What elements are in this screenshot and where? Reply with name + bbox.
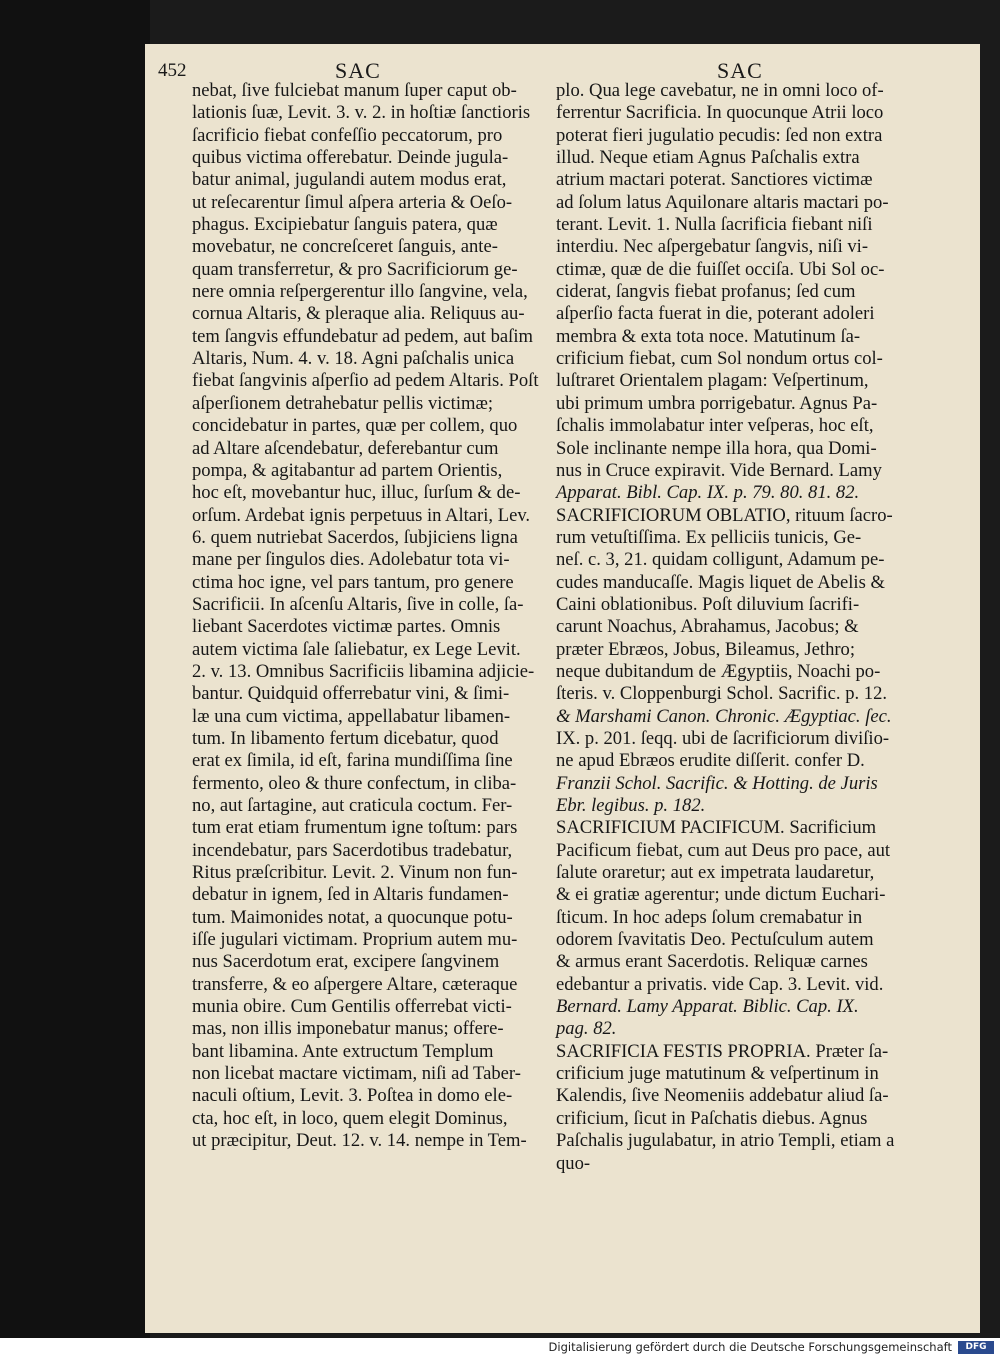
text-line: fiebat ſangvinis aſperſio ad pedem Altaris. Poſt bbox=[192, 370, 539, 392]
right-running-header: SAC bbox=[717, 58, 763, 83]
text-line: autem victima ſale ſaliebatur, ex Lege Levit. bbox=[192, 638, 521, 660]
text-line: mane per ſingulos dies. Adolebatur tota vi- bbox=[192, 549, 510, 571]
text-line: mas, non illis imponebatur manus; offere- bbox=[192, 1018, 504, 1040]
text-line: Ebr. legibus. p. 182. bbox=[556, 795, 706, 816]
text-line: hoc eſt, movebantur huc, illuc, ſurſum & de- bbox=[192, 482, 521, 504]
text-line: odorem ſvavitatis Deo. Pectuſculum autem bbox=[556, 929, 874, 951]
page-number: 452 bbox=[158, 60, 187, 81]
text-line: ubi primum umbra porrigebatur. Agnus Pa- bbox=[556, 392, 878, 414]
text-line: ad ſolum latus Aquilonare altaris mactari po- bbox=[556, 191, 889, 213]
text-line: poterat fieri jugulatio pecudis: ſed non extra bbox=[556, 124, 883, 146]
scan-background-strip bbox=[0, 0, 150, 1340]
text-line: Paſchalis jugulabatur, in atrio Templi, etiam a bbox=[556, 1130, 895, 1152]
text-line: bant libamina. Ante extructum Templum bbox=[192, 1040, 494, 1062]
text-line: tum. Maimonides notat, a quocunque potu- bbox=[192, 906, 513, 928]
text-line: quibus victima offerebatur. Deinde jugula- bbox=[192, 147, 509, 169]
text-line: pompa, & agitabantur ad partem Orientis, bbox=[192, 459, 503, 481]
left-running-header: SAC bbox=[335, 58, 381, 83]
text-line: ut præcipitur, Deut. 12. v. 14. nempe in Tem- bbox=[192, 1130, 527, 1152]
text-line: SACRIFICIORUM OBLATIO, rituum ſacro- bbox=[556, 504, 893, 526]
text-line: plo. Qua lege cavebatur, ne in omni loco of- bbox=[556, 80, 884, 101]
footer-credit: Digitalisierung gefördert durch die Deutsche Forschungsgemeinschaft bbox=[548, 1340, 952, 1354]
text-line: rum vetuſtiſſima. Ex pelliciis tunicis, Ge- bbox=[556, 526, 862, 548]
text-line: transferre, & eo aſpergere Altare, cæteraque bbox=[192, 973, 518, 995]
text-line: debatur in ignem, ſed in Altaris fundamen- bbox=[192, 884, 509, 906]
left-text-column bbox=[192, 80, 544, 1153]
text-line: ferrentur Sacrificia. In quocunque Atrii loco bbox=[556, 102, 884, 124]
text-line: erat ex ſimila, id eſt, farina mundiſſima ſine bbox=[192, 750, 513, 772]
text-line: tum. In libamento fertum dicebatur, quod bbox=[192, 727, 499, 749]
text-line: tum erat etiam frumentum igne toſtum: pars bbox=[192, 817, 518, 839]
text-line: ſchalis immolabatur inter veſperas, hoc eſt, bbox=[556, 415, 874, 437]
text-line: ciderat, ſangvis fiebat profanus; ſed cum bbox=[556, 281, 856, 303]
text-line: concidebatur in partes, quæ per collem, quo bbox=[192, 415, 518, 437]
text-line: cudes manducaſſe. Magis liquet de Abelis & bbox=[556, 571, 885, 593]
text-line: crificium fiebat, cum Sol nondum ortus col- bbox=[556, 348, 883, 370]
text-line: movebatur, ne concreſceret ſanguis, ante- bbox=[192, 236, 498, 258]
text-line: Bernard. Lamy Apparat. Biblic. Cap. IX. bbox=[556, 996, 859, 1018]
text-line: ctimæ, quæ de die fuiſſet occiſa. Ubi Sol oc- bbox=[556, 258, 885, 280]
text-line: præter Ebræos, Jobus, Bileamus, Jethro; bbox=[556, 638, 856, 660]
text-line: Apparat. Bibl. Cap. IX. p. 79. 80. 81. 82. bbox=[556, 482, 860, 504]
text-line: neſ. c. 3, 21. quidam colligunt, Adamum pe- bbox=[556, 549, 885, 571]
text-line: & armus erant Sacerdotis. Reliquæ carnes bbox=[556, 951, 868, 973]
text-line: illud. Neque etiam Agnus Paſchalis extra bbox=[556, 147, 860, 169]
text-line: nere omnia reſpergerentur illo ſangvine, vela, bbox=[192, 281, 528, 303]
text-line: luſtraret Orientalem plagam: Veſpertinum, bbox=[556, 370, 869, 392]
text-line: pag. 82. bbox=[556, 1018, 617, 1040]
right-text-column bbox=[556, 80, 926, 1175]
text-line: quam transferretur, & pro Sacrificiorum ge- bbox=[192, 258, 518, 280]
text-line: ut reſecarentur ſimul aſpera arteria & Oeſo- bbox=[192, 191, 513, 213]
text-line: nebat, ſive fulciebat manum ſuper caput ob- bbox=[192, 80, 517, 101]
text-line: & ei gratiæ agerentur; unde dictum Euchari- bbox=[556, 884, 886, 906]
text-line: ne apud Ebræos erudite diſſerit. confer D. bbox=[556, 750, 865, 772]
text-line: crificium juge matutinum & veſpertinum in bbox=[556, 1063, 879, 1085]
text-line: nus in Cruce expiravit. Vide Bernard. Lamy bbox=[556, 459, 882, 481]
text-line: ſticum. In hoc adeps ſolum cremabatur in bbox=[556, 906, 863, 928]
text-line: ad Altare aſcendebatur, deferebantur cum bbox=[192, 437, 499, 459]
text-line: atrium mactari poterat. Sanctiores victimæ bbox=[556, 169, 873, 191]
text-line: fermento, oleo & thure confectum, in cliba- bbox=[192, 772, 517, 794]
text-line: non licebat mactare victimam, niſi ad Taber- bbox=[192, 1063, 521, 1085]
text-line: cta, hoc eſt, in loco, quem elegit Dominus, bbox=[192, 1107, 508, 1129]
text-line: 2. v. 13. Omnibus Sacrificiis libamina adjicie- bbox=[192, 660, 535, 682]
digitization-footer bbox=[0, 1338, 1000, 1358]
text-line: lationis ſuæ, Levit. 3. v. 2. in hoſtiæ ſanctioris bbox=[192, 102, 531, 124]
text-line: Pacificum fiebat, cum aut Deus pro pace, aut bbox=[556, 839, 891, 861]
text-line: ctima hoc igne, vel pars tantum, pro genere bbox=[192, 571, 514, 593]
text-line: iſſe jugulari victimam. Proprium autem mu- bbox=[192, 929, 518, 951]
text-line: nus Sacerdotum erat, excipere ſangvinem bbox=[192, 951, 500, 973]
text-line: Sacrificii. In aſcenſu Altaris, ſive in colle, ſa- bbox=[192, 593, 524, 615]
text-line: SACRIFICIA FESTIS PROPRIA. Præter ſa- bbox=[556, 1040, 889, 1062]
text-line: edebantur a privatis. vide Cap. 3. Levit. vid. bbox=[556, 973, 884, 995]
text-line: munia obire. Cum Gentilis offerrebat victi- bbox=[192, 996, 512, 1018]
text-line: naculi oſtium, Levit. 3. Poſtea in domo ele- bbox=[192, 1085, 513, 1107]
text-line: bantur. Quidquid offerrebatur vini, & ſimi- bbox=[192, 683, 510, 705]
text-line: batur animal, jugulandi autem modus erat, bbox=[192, 169, 507, 191]
text-line: læ una cum victima, appellabatur libamen- bbox=[192, 705, 511, 727]
text-line: liebant Sacerdotes victimæ partes. Omnis bbox=[192, 616, 501, 638]
text-line: orſum. Ardebat ignis perpetuus in Altari, Lev. bbox=[192, 504, 531, 526]
text-line: no, aut ſartagine, aut craticula coctum. Fer- bbox=[192, 795, 513, 816]
text-line: Franzii Schol. Sacrific. & Hotting. de Juris bbox=[556, 772, 878, 794]
text-line: Caini oblationibus. Poſt diluvium ſacrifi- bbox=[556, 593, 860, 615]
text-line: aſperſio facta fuerat in die, poterant adoleri bbox=[556, 303, 875, 325]
text-line: & Marshami Canon. Chronic. Ægyptiac. ſec. bbox=[556, 705, 892, 727]
text-line: interdiu. Nec aſpergebatur ſangvis, niſi vi- bbox=[556, 236, 869, 258]
text-line: 6. quem nutriebat Sacerdos, ſubjiciens ligna bbox=[192, 526, 518, 548]
text-line: carunt Noachus, Abrahamus, Jacobus; & bbox=[556, 616, 859, 638]
text-line: phagus. Excipiebatur ſanguis patera, quæ bbox=[192, 214, 498, 236]
text-line: ſalute oraretur; aut ex impetrata laudaretur, bbox=[556, 862, 875, 884]
text-line: tem ſangvis effundebatur ad pedem, aut baſim bbox=[192, 325, 533, 347]
text-line: incendebatur, pars Sacerdotibus tradebatur, bbox=[192, 839, 513, 861]
text-line: neque dubitandum de Ægyptiis, Noachi po- bbox=[556, 660, 881, 682]
text-line: membra & exta tota noce. Matutinum ſa- bbox=[556, 325, 861, 347]
text-line: IX. p. 201. ſeqq. ubi de ſacrificiorum diviſio- bbox=[556, 727, 890, 749]
text-line: Sole inclinante nempe illa hora, qua Domi- bbox=[556, 437, 877, 459]
text-line: Kalendis, ſive Neomeniis addebatur aliud ſa- bbox=[556, 1085, 889, 1107]
text-line: cornua Altaris, & pleraque alia. Reliquus au- bbox=[192, 303, 525, 325]
text-line: terant. Levit. 1. Nulla ſacrificia fiebant niſi bbox=[556, 214, 873, 236]
text-line: SACRIFICIUM PACIFICUM. Sacrificium bbox=[556, 817, 877, 839]
dfg-logo: DFG bbox=[958, 1341, 994, 1354]
text-line: ſteris. v. Cloppenburgi Schol. Sacrific. p. 12. bbox=[556, 683, 888, 705]
text-line: crificium, ſicut in Paſchatis diebus. Agnus bbox=[556, 1107, 868, 1129]
text-line: Ritus præſcribitur. Levit. 2. Vinum non fun- bbox=[192, 862, 518, 884]
text-line: aſperſionem detrahebatur pellis victimæ; bbox=[192, 392, 494, 414]
text-line: Altaris, Num. 4. v. 18. Agni paſchalis unica bbox=[192, 348, 515, 370]
text-line: quo- bbox=[556, 1152, 591, 1174]
text-line: ſacrificio fiebat confeſſio peccatorum, pro bbox=[192, 124, 503, 146]
